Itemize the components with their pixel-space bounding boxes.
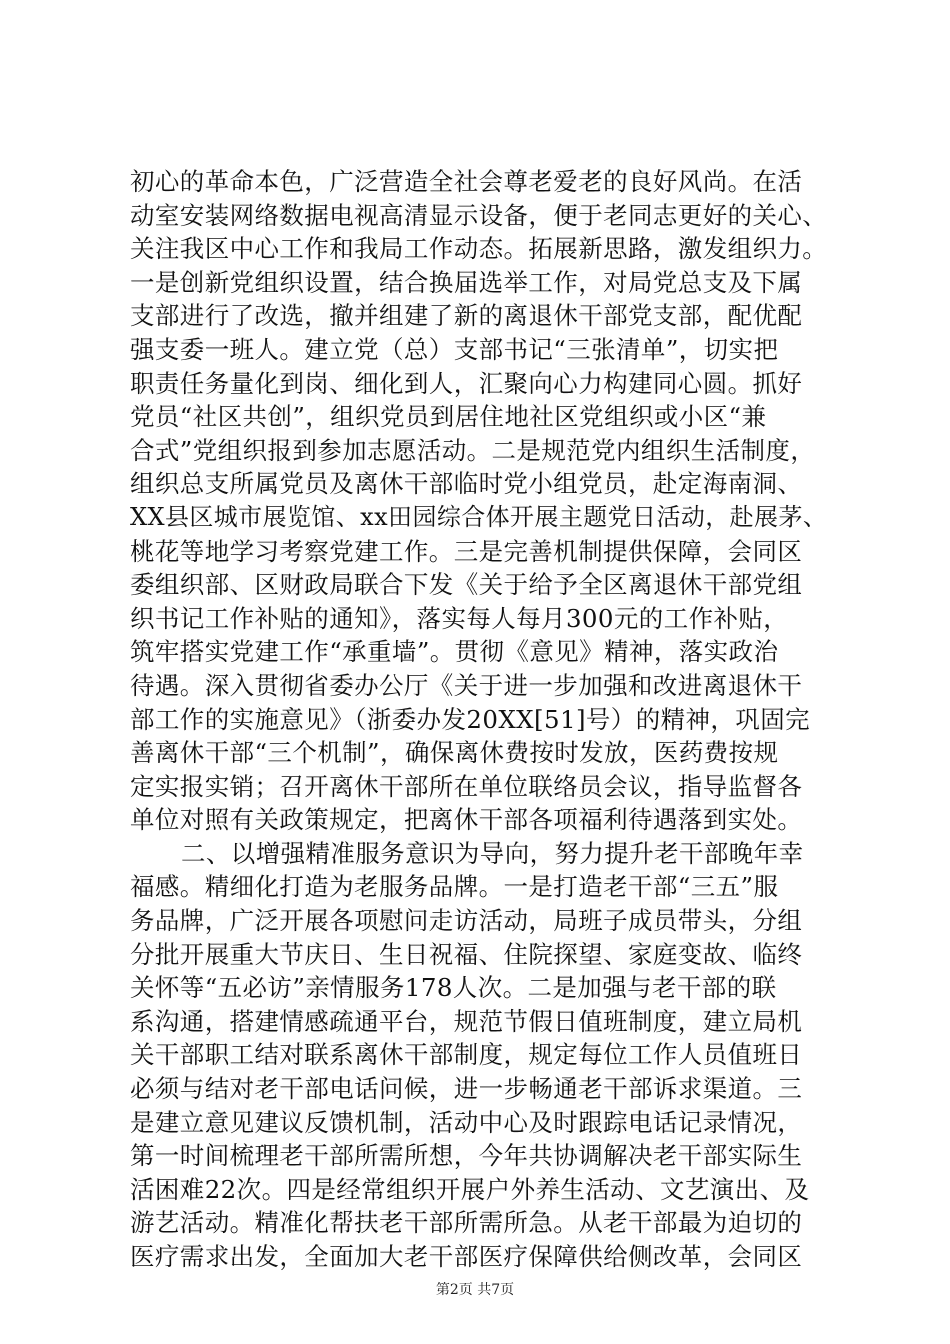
text-line: 活困难22次。四是经常组织开展户外养生活动、文艺演出、及	[130, 1174, 810, 1204]
document-body	[130, 165, 830, 1274]
text-line: 党员“社区共创”，组织党员到居住地社区党组织或小区“兼	[130, 402, 767, 432]
text-line: 分批开展重大节庆日、生日祝福、住院探望、家庭变故、临终	[130, 939, 803, 969]
text-line: 组织总支所属党员及离休干部临时党小组党员，赴定海南洞、	[130, 469, 803, 499]
text-line: 单位对照有关政策规定，把离休干部各项福利待遇落到实处。	[130, 805, 803, 835]
text-line: 善离休干部“三个机制”，确保离休费按时发放，医药费按规	[130, 738, 779, 768]
text-line: 初心的革命本色，广泛营造全社会尊老爱老的良好风尚。在活	[130, 167, 803, 196]
text-line: 必须与结对老干部电话问候，进一步畅通老干部诉求渠道。三	[130, 1074, 803, 1104]
text-line: 合式”党组织报到参加志愿活动。二是规范党内组织生活制度，	[130, 435, 816, 465]
text-line: 关注我区中心工作和我局工作动态。拓展新思路，激发组织力。	[130, 234, 828, 264]
page-number-footer: 第2页 共7页	[435, 1282, 515, 1298]
text-line: 第一时间梳理老干部所需所想，今年共协调解决老干部实际生	[130, 1141, 803, 1171]
text-line: 关干部职工结对联系离休干部制度，规定每位工作人员值班日	[130, 1040, 803, 1070]
text-line: 医疗需求出发，全面加大老干部医疗保障供给侧改革，会同区	[130, 1242, 803, 1271]
text-line: 织书记工作补贴的通知》，落实每人每月300元的工作补贴，	[130, 603, 789, 633]
text-line: 筑牢搭实党建工作“承重墙”。贯彻《意见》精神，落实政治	[130, 637, 779, 667]
text-line: 定实报实销；召开离休干部所在单位联络员会议，指导监督各	[130, 771, 803, 801]
text-line: 系沟通，搭建情感疏通平台，规范节假日值班制度，建立局机	[130, 1006, 803, 1036]
text-line: XX县区城市展览馆、xx田园综合体开展主题党日活动，赴展茅、	[130, 502, 828, 531]
text-line: 福感。精细化打造为老服务品牌。一是打造老干部“三五”服	[130, 872, 779, 902]
text-line: 关怀等“五必访”亲情服务178人次。二是加强与老干部的联	[130, 973, 777, 1003]
text-line: 委组织部、区财政局联合下发《关于给予全区离退休干部党组	[130, 570, 803, 600]
text-line: 支部进行了改选，撤并组建了新的离退休干部党支部，配优配	[130, 301, 803, 331]
text-line: 桃花等地学习考察党建工作。三是完善机制提供保障，会同区	[130, 536, 803, 566]
text-line: 动室安装网络数据电视高清显示设备，便于老同志更好的关心、	[130, 200, 828, 230]
text-line: 强支委一班人。建立党（总）支部书记“三张清单”，切实把	[130, 334, 779, 364]
section-heading-line: 二、以增强精准服务意识为导向，努力提升老干部晚年幸	[181, 838, 804, 868]
text-line: 职责任务量化到岗、细化到人，汇聚向心力构建同心圆。抓好	[130, 368, 803, 398]
text-line: 游艺活动。精准化帮扶老干部所需所急。从老干部最为迫切的	[130, 1208, 803, 1238]
text-line: 待遇。深入贯彻省委办公厅《关于进一步加强和改进离退休干	[130, 670, 803, 700]
text-line: 务品牌，广泛开展各项慰问走访活动，局班子成员带头，分组	[130, 906, 803, 936]
text-line: 一是创新党组织设置，结合换届选举工作，对局党总支及下属	[130, 267, 803, 297]
text-line: 是建立意见建议反馈机制，活动中心及时跟踪电话记录情况，	[130, 1107, 803, 1137]
text-line: 部工作的实施意见》（浙委办发20XX[51]号）的精神，巩固完	[130, 704, 810, 734]
